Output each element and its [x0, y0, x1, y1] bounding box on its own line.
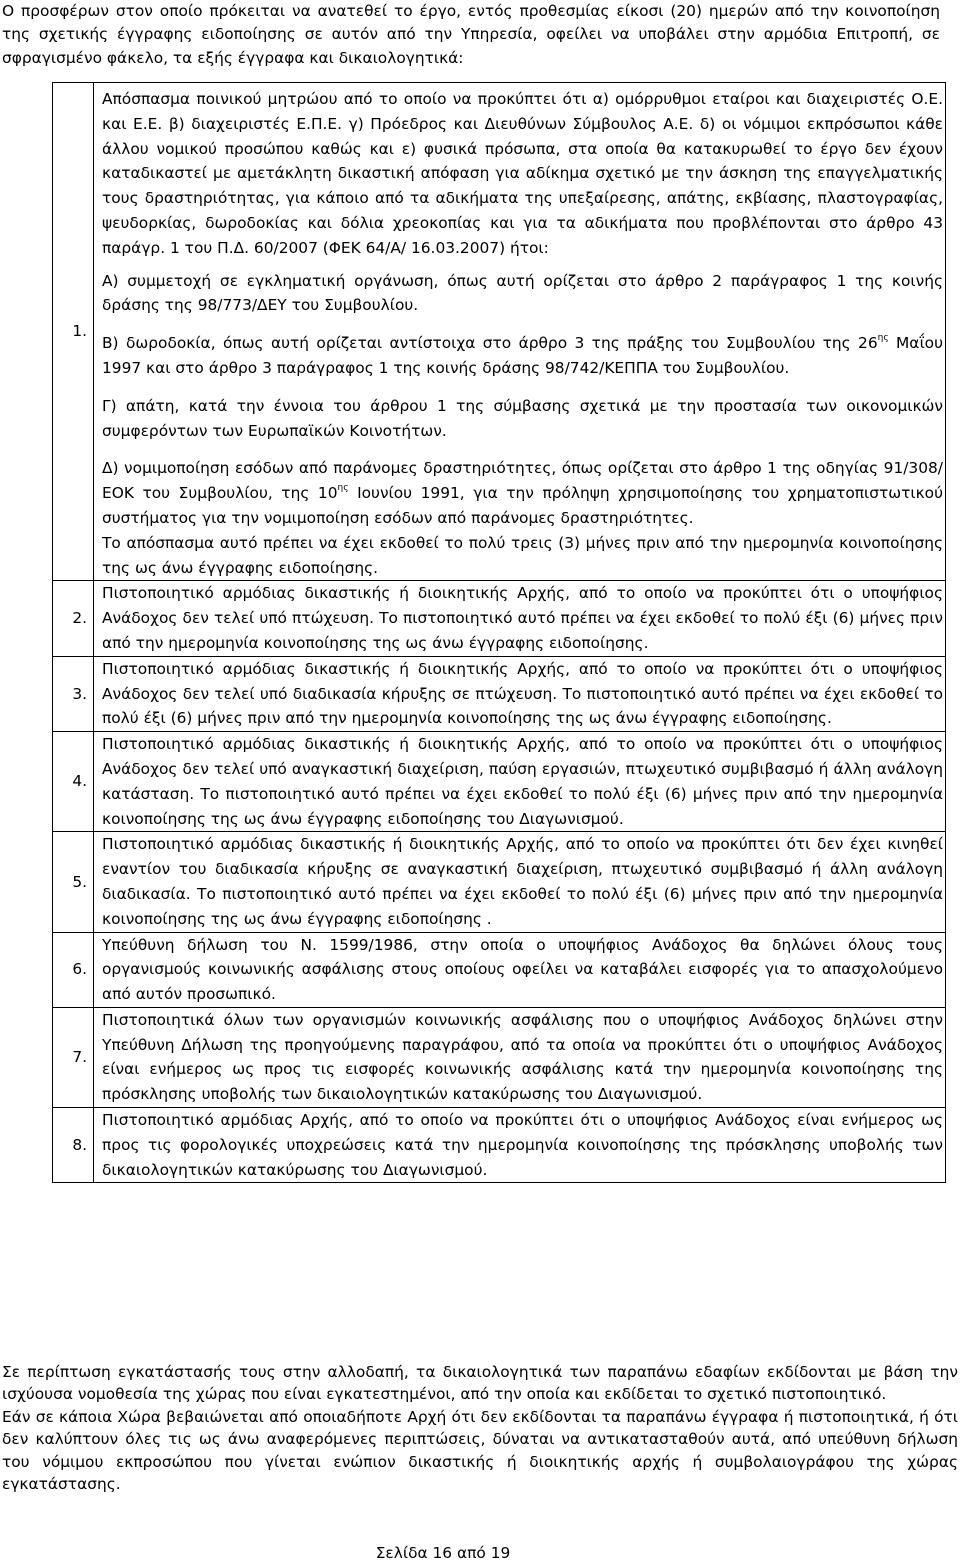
closing-text [2, 1361, 958, 1495]
item-text: Πιστοποιητικό αρμόδιας δικαστικής ή διοικητικής Αρχής, από το οποίο να προκύπτει ότι δεν έχει κινηθεί εναντίον του διαδικασία κήρυξης σε αναγκαστική διαχείριση, πτωχευτικό συμβιβασμό ή άλλη ανάλογη διαδικασία. Το πιστοποιητικό αυτό πρέπει να έχει εκδοθεί το πολύ έξι (6) μήνες πριν από την ημερομηνία κοινοποίησης της ως άνω έγγραφης ειδοποίησης . [94, 832, 946, 932]
table-row [53, 1108, 946, 1183]
item-validity-note: Το απόσπασμα αυτό πρέπει να έχει εκδοθεί το πολύ τρεις (3) μήνες πριν από την ημερομηνία κοινοποίησης της ως άνω έγγραφης ειδοποίησης. [102, 533, 943, 577]
item-text: Πιστοποιητικό αρμόδιας δικαστικής ή διοικητικής Αρχής, από το οποίο να προκύπτει ότι ο υποψήφιος Ανάδοχος δεν τελεί υπό πτώχευση. Το πιστοποιητικό αυτό πρέπει να έχει εκδοθεί το πολύ έξι (6) μήνες πριν από την ημερομηνία κοινοποίησης της ως άνω έγγραφης ειδοποίησης. [94, 581, 946, 656]
substitute-declaration-paragraph: Εάν σε κάποια Χώρα βεβαιώνεται από οποιαδήποτε Αρχή ότι δεν εκδίδονται τα παραπάνω έγγραφα ή πιστοποιητικά, ή ότι δεν καλύπτουν όλες τις ως άνω αναφερόμενες περιπτώσεις, δύναται να αντικατασταθούν αυτά, από υπεύθυνη δήλωση του νόμιμου εκπροσώπου που γίνεται ενώπιον δικαστικής ή διοικητικής αρχής ή συμβολαιογράφου της χώρας εγκατάστασης. [2, 1407, 958, 1494]
table-row [53, 581, 946, 656]
item-text [94, 83, 946, 581]
ordinal-suffix: ης [337, 483, 349, 494]
item-number: 4. [53, 732, 94, 832]
table-row [53, 656, 946, 731]
subitem-b-text-cont: Μαΐου 1997 και στο άρθρο 3 παράγραφος 1 της κοινής δράσης 98/742/ΚΕΠΠΑ του Συμβουλίου. [102, 334, 943, 377]
subitem-d [102, 456, 943, 530]
table-row [53, 932, 946, 1007]
table-row [53, 1007, 946, 1107]
item-text: Πιστοποιητικό αρμόδιας Αρχής, από το οποίο να προκύπτει ότι ο υποψήφιος Ανάδοχος είναι ενήμερος ως προς τις φορολογικές υποχρεώσεις κατά την ημερομηνία κοινοποίησης της πρόσκλησης υποβολής των δικαιολογητικών κατακύρωσης του Διαγωνισμού. [94, 1108, 946, 1183]
item-text: Πιστοποιητικά όλων των οργανισμών κοινωνικής ασφάλισης που ο υποψήφιος Ανάδοχος δηλώνει στην Υπεύθυνη Δήλωση της προηγούμενης παραγράφου, από τα οποία να προκύπτει ότι ο υποψήφιος Ανάδοχος είναι ενήμερος ως προς τις εισφορές κοινωνικής ασφάλισης κατά την ημερομηνία κοινοποίησης της πρόσκλησης υποβολής των δικαιολογητικών κατακύρωσης του Διαγωνισμού. [94, 1007, 946, 1107]
table-row [53, 83, 946, 581]
table-row [53, 832, 946, 932]
subitem-d-text: Δ) νομιμοποίηση εσόδων από παράνομες δραστηριότητες, όπως ορίζεται στο άρθρο 1 της οδηγίας 91/308/ΕΟΚ του Συμβουλίου, της 10 [102, 459, 943, 503]
table-row [53, 732, 946, 832]
item-number: 7. [53, 1007, 94, 1107]
item-number: 3. [53, 656, 94, 731]
page-number: Σελίδα 16 από 19 [375, 1544, 511, 1562]
item-number: 8. [53, 1108, 94, 1183]
subitem-d-text-cont: Ιουνίου 1991, για την πρόληψη χρησιμοποίησης του χρηματοπιστωτικού συστήματος για την νομιμοποίηση εσόδων από παράνομες δραστηριότητες. [102, 484, 944, 527]
item-number: 1. [53, 83, 94, 581]
intro-paragraph: Ο προσφέρων στον οποίο πρόκειται να ανατεθεί το έργο, εντός προθεσμίας είκοσι (20) ημερών από την κοινοποίηση της σχετικής έγγραφης ειδοποίησης σε αυτόν από την Υπηρεσία, οφείλει να υποβάλει στην αρμόδια Επιτροπή, σε σφραγισμένο φάκελο, τα εξής έγγραφα και δικαιολογητικά: [2, 2, 940, 67]
item-number: 6. [53, 932, 94, 1007]
item-number: 5. [53, 832, 94, 932]
item-text: Υπεύθυνη δήλωση του Ν. 1599/1986, στην οποία ο υποψήφιος Ανάδοχος θα δηλώνει όλους τους οργανισμούς κοινωνικής ασφάλισης στους οποίους οφείλει να καταβάλει εισφορές για το απασχολούμενο από αυτόν προσωπικό. [94, 932, 946, 1007]
item-text: Πιστοποιητικό αρμόδιας δικαστικής ή διοικητικής Αρχής, από το οποίο να προκύπτει ότι ο υποψήφιος Ανάδοχος δεν τελεί υπό διαδικασία κήρυξης σε πτώχευση. Το πιστοποιητικό αυτό πρέπει να έχει εκδοθεί το πολύ έξι (6) μήνες πριν από την ημερομηνία κοινοποίησης της ως άνω έγγραφης ειδοποίησης. [94, 656, 946, 731]
subitem-c: Γ) απάτη, κατά την έννοια του άρθρου 1 της σύμβασης σχετικά με την προστασία των οικονομικών συμφερόντων των Ευρωπαϊκών Κοινοτήτων. [102, 396, 943, 440]
subitem-a: Α) συμμετοχή σε εγκληματική οργάνωση, όπως αυτή ορίζεται στο άρθρο 2 παράγραφος 1 της κοινής δράσης της 98/773/ΔΕΥ του Συμβουλίου. [102, 271, 943, 315]
requirements-table [52, 82, 946, 1183]
subitem-b-text: Β) δωροδοκία, όπως αυτή ορίζεται αντίστοιχα στο άρθρο 3 της πράξης του Συμβουλίου της 26 [102, 334, 878, 353]
item-lead: Απόσπασμα ποινικού μητρώου από το οποίο να προκύπτει ότι α) ομόρρυθμοι εταίροι και διαχειριστές Ο.Ε. και Ε.Ε. β) διαχειριστές Ε.Π.Ε. γ) Πρόεδρος και Διευθύνων Σύμβουλος Α.Ε. δ) οι νόμιμοι εκπρόσωποι κάθε άλλου νομικού προσώπου καθώς και ε) φυσικά πρόσωπα, στα οποία θα κατακυρωθεί το έργο δεν έχουν καταδικαστεί με αμετάκλητη δικαστική απόφαση για αδίκημα σχετικό με την άσκηση της επαγγελματικής τους δραστηριότητας, για κάποιο από τα αδικήματα της υπεξαίρεσης, απάτης, εκβίασης, πλαστογραφίας, ψευδορκίας, δωροδοκίας και δόλια χρεοκοπίας και για τα αδικήματα που προβλέπονται στο άρθρο 43 παράγρ. 1 του Π.Δ. 60/2007 (ΦΕΚ 64/Α/ 16.03.2007) ήτοι: [102, 90, 943, 257]
item-text: Πιστοποιητικό αρμόδιας δικαστικής ή διοικητικής Αρχής, από το οποίο να προκύπτει ότι ο υποψήφιος Ανάδοχος δεν τελεί υπό αναγκαστική διαχείριση, παύση εργασιών, πτωχευτικό συμβιβασμό ή άλλη ανάλογη κατάσταση. Το πιστοποιητικό αυτό πρέπει να έχει εκδοθεί το πολύ έξι (6) μήνες πριν από την ημερομηνία κοινοποίησης της ως άνω έγγραφης ειδοποίησης του Διαγωνισμού. [94, 732, 946, 832]
ordinal-suffix: ης [877, 333, 889, 344]
item-number: 2. [53, 581, 94, 656]
foreign-establishment-paragraph: Σε περίπτωση εγκατάστασής τους στην αλλοδαπή, τα δικαιολογητικά των παραπάνω εδαφίων εκδίδονται με βάση την ισχύουσα νομοθεσία της χώρας που είναι εγκατεστημένοι, από την οποία και εκδίδεται το σχετικό πιστοποιητικό. [2, 1363, 958, 1404]
page-footer [0, 1543, 960, 1563]
subitem-b [102, 331, 943, 381]
